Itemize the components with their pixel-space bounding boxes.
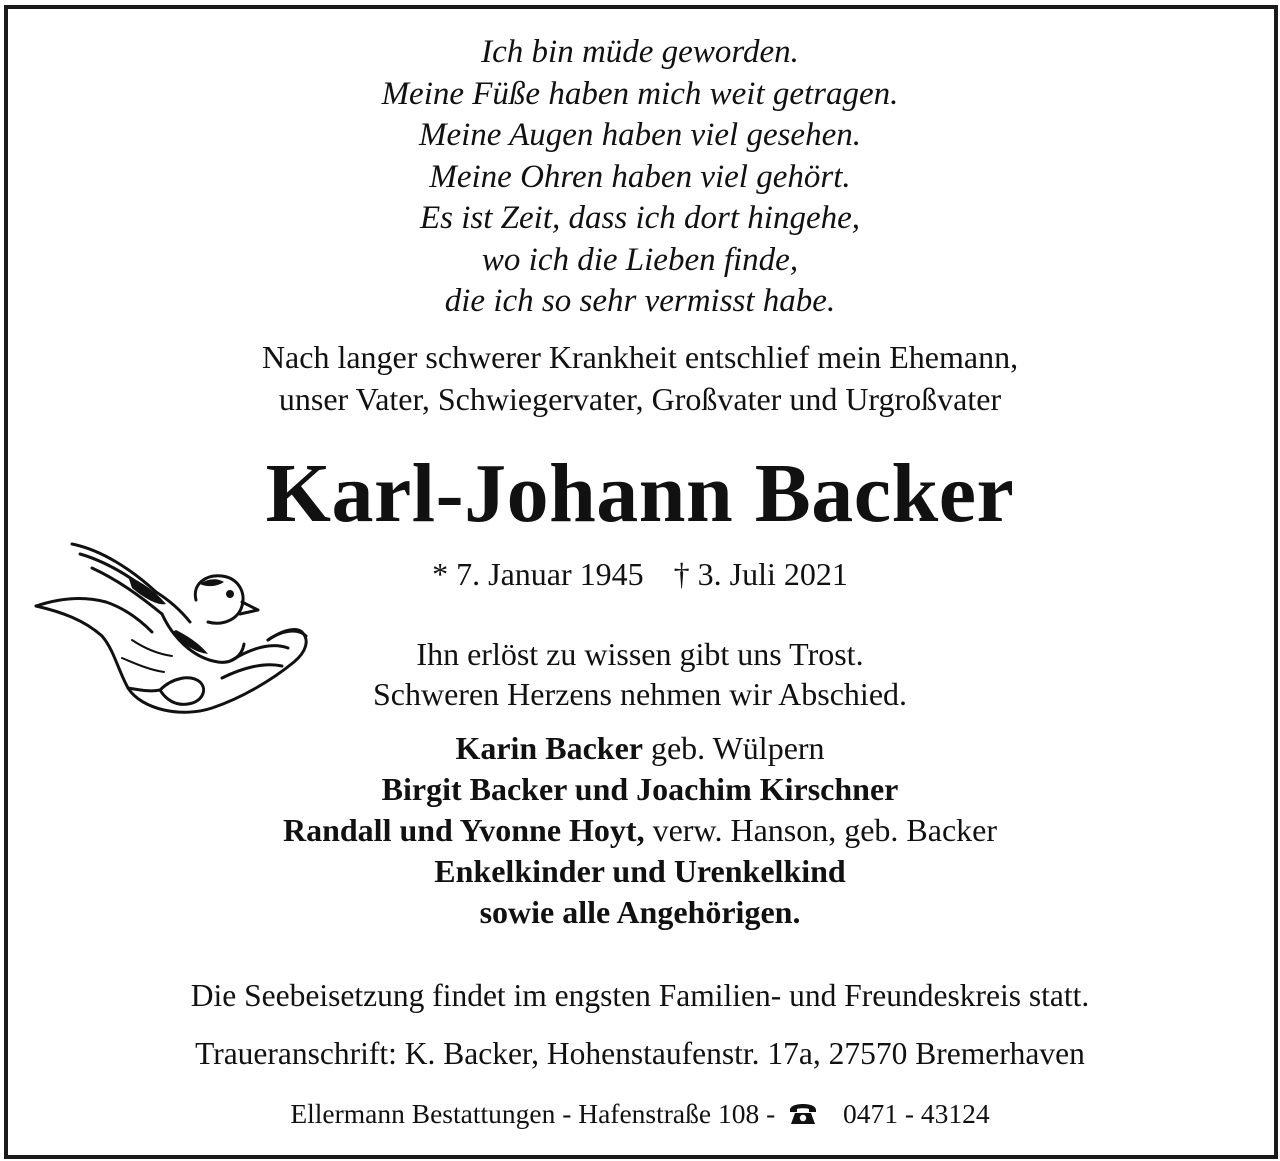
life-dates bbox=[0, 553, 1280, 595]
poem-line: Ich bin müde geworden. bbox=[481, 34, 799, 70]
announcement-line-2: unser Vater, Schwiegervater, Großvater und Urgroßvater bbox=[278, 381, 1002, 417]
poem-line: wo ich die Lieben finde, bbox=[481, 241, 799, 278]
poem-line: Meine Ohren haben viel gehört. bbox=[429, 158, 851, 195]
comfort-line-1: Ihn erlöst zu wissen gibt uns Trost. bbox=[416, 636, 864, 672]
poem-line: Meine Füße haben mich weit getragen. bbox=[381, 75, 899, 112]
burial-note: Die Seebeisetzung findet im engsten Familien- und Freundeskreis statt. bbox=[190, 978, 1090, 1013]
telephone-icon bbox=[788, 1103, 818, 1125]
mourner-grandchildren bbox=[0, 851, 1280, 892]
mourner-note: geb. Wülpern bbox=[650, 730, 825, 766]
poem bbox=[0, 32, 1280, 323]
undertaker-text: Ellermann Bestattungen - Hafenstraße 108 - bbox=[290, 1098, 776, 1129]
mourner-name: Karin Backer bbox=[455, 730, 643, 766]
birth-date: * 7. Januar 1945 bbox=[432, 556, 644, 592]
deceased-name: Karl-Johann Backer bbox=[265, 447, 1015, 540]
mourning-address: Traueranschrift: K. Backer, Hohenstaufenstr. 17a, 27570 Bremerhaven bbox=[195, 1036, 1085, 1071]
mourner-name: Randall und Yvonne Hoyt, bbox=[282, 812, 645, 848]
mourner-randall bbox=[0, 810, 1280, 851]
poem-line: Es ist Zeit, dass ich dort hingehe, bbox=[420, 200, 860, 236]
comfort-text bbox=[0, 634, 1280, 714]
mourner-name: Enkelkinder und Urenkelkind bbox=[434, 853, 846, 889]
mourner-karin bbox=[0, 728, 1280, 769]
mourners-list bbox=[0, 728, 1280, 933]
mourner-relatives bbox=[0, 892, 1280, 933]
comfort-line-2: Schweren Herzens nehmen wir Abschied. bbox=[372, 676, 908, 712]
poem-line: Meine Augen haben viel gesehen. bbox=[419, 117, 861, 153]
death-date: † 3. Juli 2021 bbox=[673, 556, 848, 592]
mourner-name: sowie alle Angehörigen. bbox=[479, 894, 801, 930]
mourner-birgit bbox=[0, 769, 1280, 810]
death-announcement bbox=[0, 336, 1280, 420]
mourner-name: Birgit Backer und Joachim Kirschner bbox=[381, 771, 899, 807]
undertaker-line bbox=[0, 1094, 1280, 1134]
announcement-line-1: Nach langer schwerer Krankheit entschlief mein Ehemann, bbox=[261, 339, 1019, 375]
mourner-note: verw. Hanson, geb. Backer bbox=[652, 812, 998, 848]
poem-line: die ich so sehr vermisst habe. bbox=[444, 283, 836, 319]
undertaker-phone: 0471 - 43124 bbox=[842, 1098, 990, 1129]
